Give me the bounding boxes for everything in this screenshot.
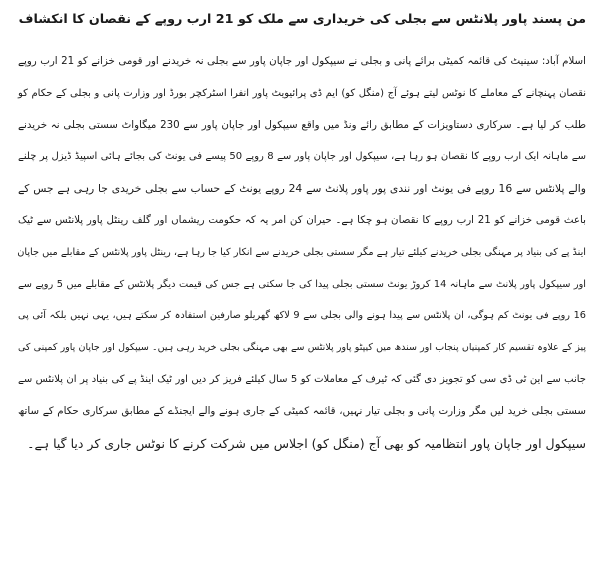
article-body <box>18 46 586 459</box>
article-line: طلب کر لیا ہے۔ سرکاری دستاویزات کے مطابق رائے ونڈ میں واقع سیپکول اور جاپان پاور سے 230 میگاواٹ سستی بجلی نہ خریدنے <box>18 118 586 131</box>
article-line: اینڈ پے کی بنیاد پر مہنگی بجلی خریدنے کیلئے تیار ہے مگر سستی بجلی خریدنے سے انکار کیا جا رہا ہے، رینٹل پاور پلانٹس کے مقابلے میں جاپان <box>17 246 586 258</box>
article-line: باعث قومی خزانے کو 21 ارب روپے کا نقصان ہو چکا ہے۔ حیران کن امر یہ کہ حکومت ریشماں اور گلف رینٹل پاور پلانٹس سے ٹیک <box>18 213 586 226</box>
article-line: جانب سے این ٹی ڈی سی کو تجویز دی گئی کہ ٹیرف کے معاملات کو 5 سال کیلئے فریز کر دیں اور ٹیک اینڈ پے کی بنیاد پر ان پلانٹس سے <box>18 373 586 385</box>
article-line: اور سیپکول پاور پلانٹ سے ماہانہ 14 کروڑ یونٹ سستی بجلی پیدا کی جا سکتی ہے جس کی قیمت دیگر پلانٹس کے مقابلے میں 5 روپے سے <box>18 278 586 290</box>
article-line: سستی بجلی خرید لیں مگر وزارت پانی و بجلی تیار نہیں، قائمہ کمیٹی کے جاری ہونے والے ایجنڈے کے مطابق سرکاری حکام کے ساتھ <box>18 404 586 417</box>
article-line: والے پلانٹس سے 16 روپے فی یونٹ اور نندی پور پاور پلانٹ سے 24 روپے یونٹ کے حساب سے بجلی خریدی جا رہی ہے جس کے <box>18 182 586 196</box>
article-line: سے ماہانہ ایک ارب روپے کا نقصان ہو رہا ہے، سیپکول اور جاپان پاور سے 8 روپے 50 پیسے فی یونٹ کی بجائے ہائی اسپیڈ ڈیزل پر چلنے <box>18 151 586 163</box>
article-line: نقصان پہنچانے کے معاملے کا نوٹس لیتے ہوئے آج (منگل کو) ایم ڈی پرائیویٹ پاور انفرا اسٹرکچر بورڈ اور وزارت پانی و بجلی کے حکام کو <box>18 87 586 99</box>
article-line: پیز کے علاوہ تقسیم کار کمپنیاں پنجاب اور سندھ میں کیپٹو پاور پلانٹس سے بھی مہنگی بجلی خرید رہی ہیں۔ سیپکول اور جاپان پاور کمپنی کی <box>18 342 586 354</box>
article-line: سیپکول اور جاپان پاور انتظامیہ کو بھی آج (منگل کو) اجلاس میں شرکت کرنے کا نوٹس جاری کر دیا گیا ہے۔ <box>27 435 586 451</box>
article-headline: من پسند پاور پلانٹس سے بجلی کی خریداری سے ملک کو 21 ارب روپے کے نقصان کا انکشاف <box>18 12 586 27</box>
article-line: 16 روپے فی یونٹ کم ہوگی، ان پلانٹس سے پیدا ہونے والی بجلی سے 9 لاکھ گھریلو صارفین استفادہ کر سکتے ہیں، یہی نہیں بلکہ آئی پی <box>18 310 586 322</box>
article-line: اسلام آباد: سینیٹ کی قائمہ کمیٹی برائے پانی و بجلی نے سیپکول اور جاپان پاور سے بجلی نہ خریدنے اور قومی خزانے کو 21 ارب روپے <box>18 55 586 67</box>
